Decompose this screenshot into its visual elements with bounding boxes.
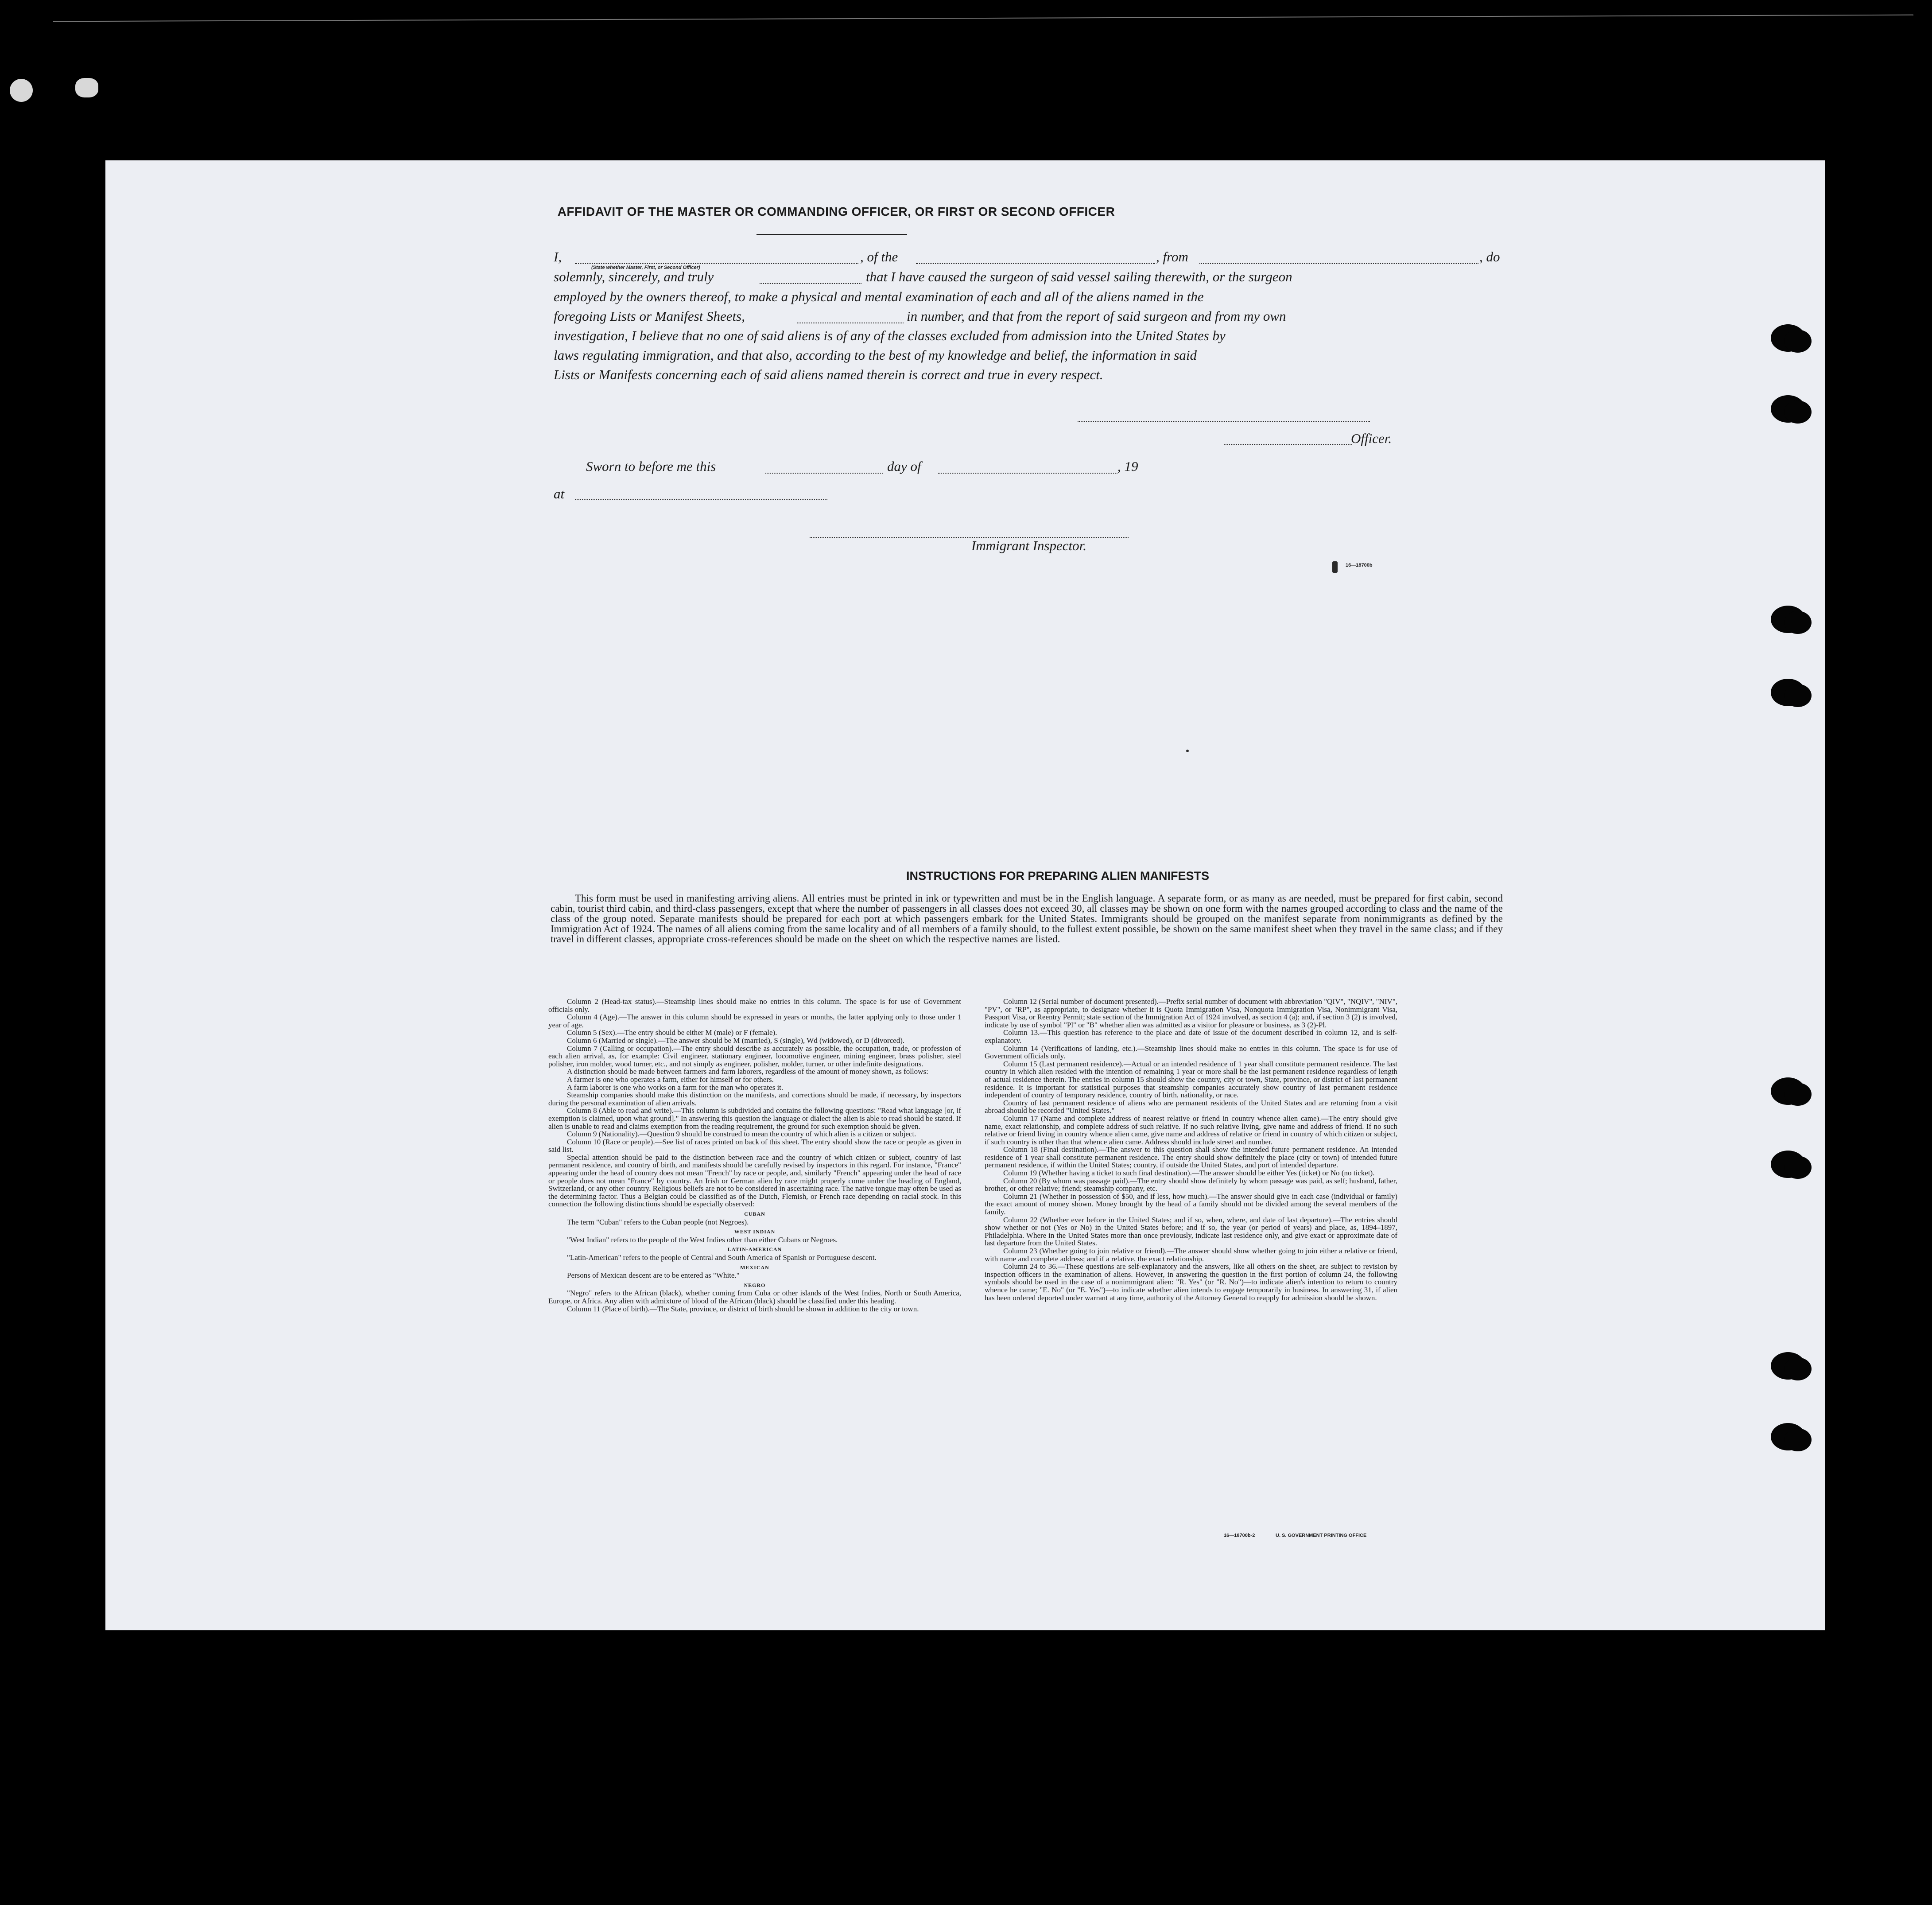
affidavit-line-4 bbox=[554, 308, 1504, 326]
sworn-day-field[interactable] bbox=[765, 473, 883, 474]
instructions-title: INSTRUCTIONS FOR PREPARING ALIEN MANIFESTS bbox=[906, 869, 1210, 883]
affidavit-line-4a: foregoing Lists or Manifest Sheets, bbox=[554, 308, 745, 324]
race-definition: "West Indian" refers to the people of the West Indies other than either Cubans or Negroes. bbox=[567, 1235, 838, 1244]
binder-hole bbox=[1771, 1151, 1805, 1178]
affidavit-line-6: laws regulating immigration, and that also, according to the best of my knowledge and belief, the information in said bbox=[554, 347, 1197, 363]
officer-name-field[interactable] bbox=[575, 263, 858, 264]
instruction-paragraph: Column 8 (Able to read and write).—This column is subdivided and contains the following questions: "Read what language [or, if exemption is claimed, upon what ground]." In answering this question the language or dialect the alien is able to read should be stated. If alien is unable to read and claims exemption from the reading requirement, the ground for such exemption should be given. bbox=[548, 1106, 961, 1131]
printer-imprint: U. S. GOVERNMENT PRINTING OFFICE bbox=[1276, 1533, 1367, 1538]
instructions-intro: This form must be used in manifesting arriving aliens. All entries must be printed in ink or typewritten and must be in the English language. A separate form, or as many as are needed, must be prepared for first cabin, second cabin, tourist third cabin, and third-class passengers, except that where the number of passengers in all classes does not exceed 30, all classes may be shown on one form with the names grouped according to class and the name of the class of the group noted. Separate manifests should be prepared for each port at which passengers embark for the United States. Immigrants should be grouped on the manifest separate from nonimmigrants as defined by the Immigration Act of 1924. The names of all aliens coming from the same locality and of all members of a family should, to the fullest extent possible, be shown on the same manifest sheet when they travel in the same class; and if they travel in different classes, appropriate cross-references should be made on the sheet on which the respective names are listed. bbox=[551, 893, 1503, 945]
film-hole-right bbox=[75, 78, 98, 97]
binder-hole bbox=[1771, 1423, 1805, 1450]
affidavit-line-4b: in number, and that from the report of said surgeon and from my own bbox=[907, 308, 1286, 324]
binder-hole bbox=[1771, 1077, 1805, 1105]
sworn-label: Sworn to before me this bbox=[586, 459, 716, 474]
instruction-paragraph: Column 4 (Age).—The answer in this column should be expressed in years or months, the latter applying only to those under 1 year of age. bbox=[548, 1013, 961, 1029]
instruction-paragraph: Column 10 (Race or people).—See list of races printed on back of this sheet. The entry should show the race or people as given in said list. bbox=[548, 1137, 961, 1154]
departure-port-field[interactable] bbox=[1199, 263, 1478, 264]
binder-hole bbox=[1771, 1352, 1805, 1380]
speck bbox=[1186, 750, 1189, 752]
instruction-paragraph: A farm laborer is one who works on a farm for the man who operates it. bbox=[567, 1083, 784, 1092]
affidavit-line-2 bbox=[554, 269, 1504, 287]
instruction-paragraph: A farmer is one who operates a farm, either for himself or for others. bbox=[567, 1075, 774, 1084]
instruction-paragraph: Column 9 (Nationality).—Question 9 should be construed to mean the country of which alien is a citizen or subject. bbox=[567, 1130, 916, 1139]
instruction-paragraph: Column 14 (Verifications of landing, etc.).—Steamship lines should make no entries in this column. The space is for use of Government officials only. bbox=[985, 1044, 1397, 1061]
instructions-left-column bbox=[548, 998, 961, 1313]
affidavit-from: , from bbox=[1156, 249, 1188, 264]
instruction-paragraph: Column 24 to 36.—These questions are self-explanatory and the answers, like all others on the sheet, are subject to revision by inspection officers in the examination of aliens. However, in answering the question in the first portion of column 24, the following symbols should be used in the case of a nonimmigrant alien: "R. Yes" (or "R. No")—to indicate alien's intention to return to country whence he came; "E. No" (or "E. Yes")—to indicate whether alien intends to engage temporarily in business. In answering 31, if alien has been ordered deported under warrant at any time, authority of the Attorney General to reapply for admission should be shown. bbox=[985, 1262, 1397, 1302]
instruction-paragraph: Column 12 (Serial number of document presented).—Prefix serial number of document with abbreviation "QIV", "NQIV", "NIV", "PV", or "RP", as appropriate, to designate whether it is Quota Immigration Visa, Nonquota Immigration Visa, Nonimmigrant Visa, Passport Visa, or Reentry Permit; state section of the Immigration Act of 1924 involved, as section 4 (a); and, if section 3 (2) is involved, indicate by use of symbol "Pl" or "B" whether alien was admitted as a visitor for pleasure or business, as 3 (2)-Pl. bbox=[985, 997, 1398, 1029]
race-heading: NEGRO bbox=[744, 1282, 766, 1288]
race-heading: CUBAN bbox=[744, 1211, 765, 1217]
instructions-form-code: 16—18700b-2 bbox=[1224, 1533, 1255, 1538]
race-definition: The term "Cuban" refers to the Cuban people (not Negroes). bbox=[567, 1217, 749, 1226]
race-definition: "Negro" refers to the African (black), whether coming from Cuba or other islands of the West Indies, North or South America, Europe, or Africa. Any alien with admixture of blood of the African (black) should be classified under this heading. bbox=[548, 1289, 961, 1305]
affidavit-line-5: investigation, I believe that no one of said aliens is of any of the classes excluded from admission into the United States by bbox=[554, 328, 1226, 343]
instruction-paragraph: Country of last permanent residence of aliens who are permanent residents of the United States and are returning from a visit abroad should be recorded "United States." bbox=[985, 1098, 1397, 1115]
instruction-paragraph: Column 13.—This question has reference to the place and date of issue of the document described in column 12, and is self-explanatory. bbox=[985, 1028, 1397, 1045]
instruction-paragraph: Column 17 (Name and complete address of nearest relative or friend in country whence alien came).—The entry should give name, exact relationship, and complete address of such relative. If no such relative living, give name and address of friend. If no such relative or friend living in country whence alien came, give name and address of relative or friend in country of which citizen or subject, if such country is other than that whence alien came. Address should include street and number. bbox=[985, 1114, 1397, 1146]
day-of-label: day of bbox=[887, 459, 921, 474]
instruction-paragraph: Column 19 (Whether having a ticket to such final destination).—The answer should be either Yes (ticket) or No (no ticket). bbox=[1003, 1169, 1375, 1178]
binder-hole bbox=[1771, 606, 1805, 633]
affidavit-line-2a: solemnly, sincerely, and truly bbox=[554, 269, 714, 284]
film-hole-left bbox=[10, 79, 33, 102]
at-label: at bbox=[554, 486, 565, 502]
instruction-paragraph: A distinction should be made between farmers and farm laborers, regardless of the amount of money shown, as follows: bbox=[567, 1067, 928, 1076]
year-label: , 19 bbox=[1117, 459, 1138, 474]
officer-signature-line[interactable] bbox=[1078, 421, 1370, 422]
officer-hint: (State whether Master, First, or Second Officer) bbox=[591, 265, 700, 270]
binder-hole bbox=[1771, 395, 1805, 423]
instruction-paragraph: Column 22 (Whether ever before in the United States; and if so, when, where, and date of last departure).—The entries should show whether or not (Yes or No) in the United States before; and if so, the year (or period of years) and place, as, 1894–1897, Philadelphia. Where in the United States more than once previously, indicate last residence only, and give exact or approximate date of last departure from the United States. bbox=[985, 1215, 1397, 1248]
affidavit-line-2b: that I have caused the surgeon of said vessel sailing therewith, or the surgeon bbox=[866, 269, 1292, 284]
instruction-paragraph: Column 5 (Sex).—The entry should be either M (male) or F (female). bbox=[567, 1028, 777, 1037]
vessel-name-field[interactable] bbox=[916, 263, 1155, 264]
race-definition: "Latin-American" refers to the people of Central and South America of Spanish or Portuguese descent. bbox=[567, 1253, 877, 1262]
instruction-paragraph: Column 18 (Final destination).—The answer to this question shall show the intended future permanent residence. An intended residence of 1 year shall constitute permanent residence. The entry should show definitely the place (city or town) of intended future permanent residence, if within the United States; country, if outside the United States, and port of intended departure. bbox=[985, 1145, 1397, 1170]
oath-field[interactable] bbox=[760, 283, 861, 284]
instruction-paragraph: Column 23 (Whether going to join relative or friend).—The answer should show whether going to join either a relative or friend, with name and complete address; and if a relative, the exact relationship. bbox=[985, 1247, 1397, 1263]
manifest-sheet bbox=[105, 160, 1825, 1630]
affidavit-line-1 bbox=[554, 249, 1504, 270]
binder-hole bbox=[1771, 679, 1805, 706]
affidavit-do: , do bbox=[1479, 249, 1500, 264]
inspector-label: Immigrant Inspector. bbox=[971, 538, 1087, 553]
instruction-paragraph: Column 2 (Head-tax status).—Steamship lines should make no entries in this column. The space is for use of Government officials only. bbox=[548, 997, 961, 1014]
sworn-place-field[interactable] bbox=[575, 499, 827, 500]
instruction-paragraph: Column 7 (Calling or occupation).—The entry should describe as accurately as possible, the occupation, trade, or profession of each alien arrival, as, for example: Civil engineer, stationary engineer, locomotive engineer, mining engineer, brass polisher, steel polisher, iron molder, wood turner, etc., and not simply as engineer, polisher, molder, turner, or other indefinite designations. bbox=[548, 1044, 961, 1068]
race-heading: LATIN-AMERICAN bbox=[727, 1246, 782, 1253]
race-heading: MEXICAN bbox=[740, 1264, 769, 1271]
race-definition: Persons of Mexican descent are to be entered as "White." bbox=[567, 1271, 740, 1280]
film-edge-line bbox=[53, 15, 1913, 22]
officer-title-line[interactable] bbox=[1224, 444, 1352, 445]
instruction-paragraph: Special attention should be paid to the distinction between race and the country of which citizen or subject, country of last permanent residence, and country of birth, and manifests should be carefully revised by inspectors in this regard. For instance, "France" appearing under the head of country does not mean "French" by race or people, and, similarly "French" appearing under the head of race or people does not mean "France" by country. An Irish or German alien by race might properly come under the heading of England, Switzerland, or any other country. Religious beliefs are not to be considered in ascertaining race. The native tongue may often be used as the determining factor. Thus a Belgian could be classified as of the Dutch, Flemish, or French race depending on racial stock. In this connection the following distinctions should be especially observed: bbox=[548, 1153, 961, 1209]
ink-mark bbox=[1332, 561, 1338, 573]
instruction-paragraph: Column 6 (Married or single).—The answer should be M (married), S (single), Wd (widowed), or D (divorced). bbox=[567, 1036, 905, 1045]
instruction-paragraph: Column 11 (Place of birth).—The State, province, or district of birth should be shown in addition to the city or town. bbox=[567, 1304, 919, 1313]
instruction-paragraph: Column 20 (By whom was passage paid).—The entry should show definitely by whom passage was paid, as self; husband, father, brother, or other relative; friend; steamship company, etc. bbox=[985, 1176, 1397, 1193]
officer-label: Officer. bbox=[1351, 431, 1392, 446]
affidavit-of-the: , of the bbox=[860, 249, 898, 264]
title-underline bbox=[757, 234, 907, 235]
affidavit-line-3: employed by the owners thereof, to make a physical and mental examination of each and all of the aliens named in the bbox=[554, 289, 1204, 304]
affidavit-form-code: 16—18700b bbox=[1346, 563, 1373, 568]
instruction-paragraph: Steamship companies should make this distinction on the manifests, and corrections should be made, if necessary, by inspectors during the personal examination of alien arrivals. bbox=[548, 1091, 961, 1107]
race-heading: WEST INDIAN bbox=[734, 1229, 776, 1235]
instruction-paragraph: Column 21 (Whether in possession of $50, and if less, how much).—The answer should give in each case (individual or family) the exact amount of money shown. Money brought by the head of a family should not be divided among the several members of the family. bbox=[985, 1192, 1397, 1217]
affidavit-line-7: Lists or Manifests concerning each of said aliens named therein is correct and true in every respect. bbox=[554, 367, 1103, 382]
instructions-right-column bbox=[985, 998, 1397, 1302]
affidavit-i: I, bbox=[554, 249, 562, 264]
binder-hole bbox=[1771, 324, 1805, 352]
instruction-paragraph: Column 15 (Last permanent residence).—Actual or an intended residence of 1 year shall constitute permanent residence. The last country in which alien resided with the intention of remaining 1 year or more shall be the last permanent residence regardless of length of actual residence therein. The entries in column 15 should show the country, city or town, State, province, or district of last permanent residence. It is important for statistical purposes that steamship companies accurately show country of last permanent residence independent of country of temporary residence, country of birth, nationality, or race. bbox=[985, 1059, 1397, 1100]
affidavit-title: AFFIDAVIT OF THE MASTER OR COMMANDING OFFICER, OR FIRST OR SECOND OFFICER bbox=[557, 205, 1115, 218]
sworn-month-field[interactable] bbox=[938, 473, 1117, 474]
